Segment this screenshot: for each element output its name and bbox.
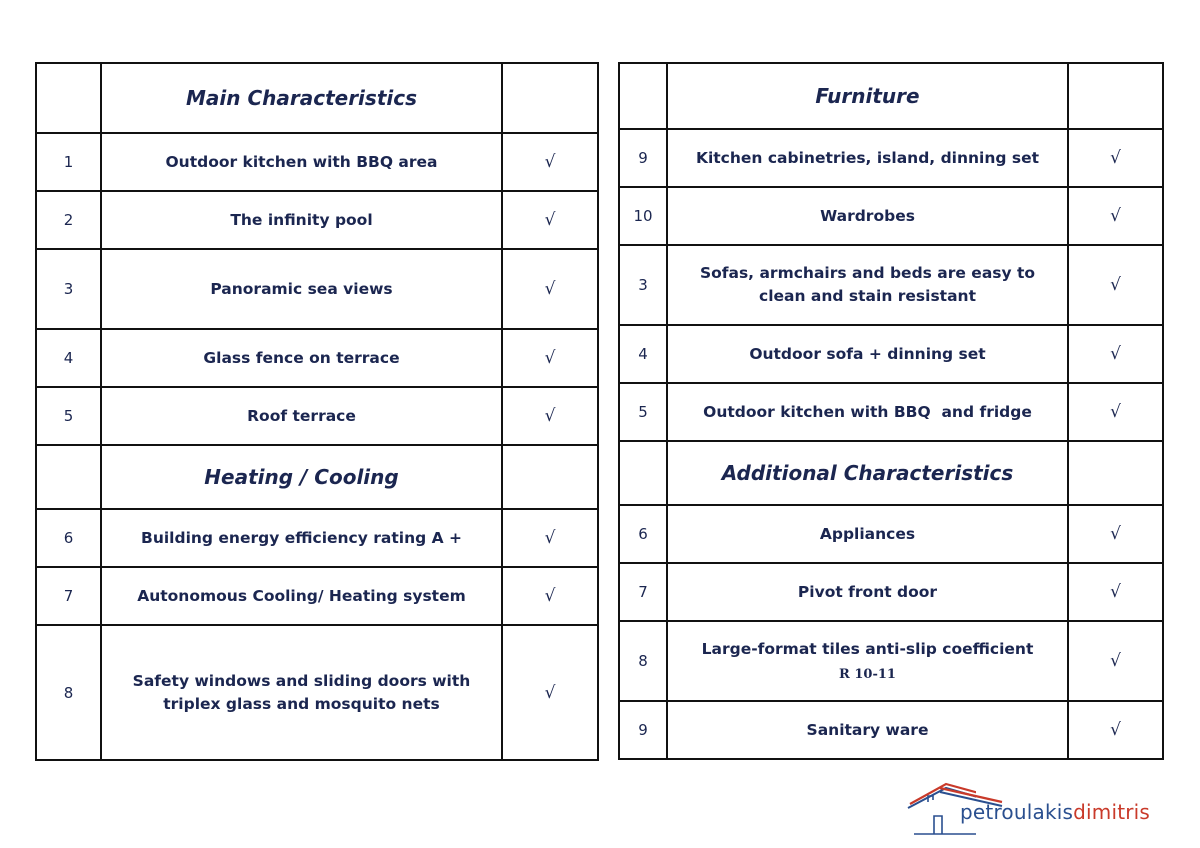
- check-mark: √: [1068, 325, 1163, 383]
- row-feature: [667, 621, 1068, 701]
- row-number: 8: [36, 625, 101, 760]
- table-row: [36, 133, 598, 191]
- table-row: [619, 505, 1163, 563]
- row-feature: Glass fence on terrace: [101, 329, 502, 387]
- section-header-row: [619, 63, 1163, 129]
- main-characteristics-table: [35, 62, 599, 761]
- row-number: 9: [619, 129, 667, 187]
- check-mark: √: [502, 133, 598, 191]
- row-number: 1: [36, 133, 101, 191]
- logo-word-dimitris: dimitris: [1073, 800, 1151, 824]
- row-feature: Wardrobes: [667, 187, 1068, 245]
- logo-word-petroulakis: petroulakis: [960, 800, 1074, 824]
- table-row: [36, 249, 598, 329]
- row-feature: Outdoor sofa + dinning set: [667, 325, 1068, 383]
- row-feature: Panoramic sea views: [101, 249, 502, 329]
- row-feature: Outdoor kitchen with BBQ area: [101, 133, 502, 191]
- empty-cell: [619, 441, 667, 505]
- section-header-row: [36, 445, 598, 509]
- table-row: [619, 621, 1163, 701]
- row-feature: Safety windows and sliding doors with triplex glass and mosquito nets: [101, 625, 502, 760]
- check-mark: √: [502, 387, 598, 445]
- check-mark: √: [1068, 383, 1163, 441]
- row-feature-subtext: R 10-11: [839, 666, 896, 682]
- row-number: 6: [619, 505, 667, 563]
- table-row: [619, 563, 1163, 621]
- check-mark: √: [502, 249, 598, 329]
- row-number: 9: [619, 701, 667, 759]
- empty-cell: [619, 63, 667, 129]
- table-row: [619, 325, 1163, 383]
- row-feature: Building energy efficiency rating A +: [101, 509, 502, 567]
- check-mark: √: [502, 191, 598, 249]
- check-mark: √: [1068, 187, 1163, 245]
- row-feature-text: Large-format tiles anti-slip coefficient: [701, 639, 1034, 658]
- row-number: 3: [619, 245, 667, 325]
- row-feature: Appliances: [667, 505, 1068, 563]
- section-title-main-characteristics: Main Characteristics: [101, 63, 502, 133]
- row-feature: Pivot front door: [667, 563, 1068, 621]
- row-number: 7: [619, 563, 667, 621]
- table-row: [36, 509, 598, 567]
- empty-cell: [502, 445, 598, 509]
- row-feature: Roof terrace: [101, 387, 502, 445]
- check-mark: √: [1068, 245, 1163, 325]
- check-mark: √: [1068, 621, 1163, 701]
- row-number: 6: [36, 509, 101, 567]
- row-number: 4: [619, 325, 667, 383]
- table-row: [36, 625, 598, 760]
- section-title-heating-cooling: Heating / Cooling: [101, 445, 502, 509]
- row-number: 10: [619, 187, 667, 245]
- row-feature: Sanitary ware: [667, 701, 1068, 759]
- row-feature: Kitchen cabinetries, island, dinning set: [667, 129, 1068, 187]
- row-number: 2: [36, 191, 101, 249]
- table-row: [619, 245, 1163, 325]
- check-mark: √: [502, 509, 598, 567]
- row-number: 3: [36, 249, 101, 329]
- check-mark: √: [1068, 505, 1163, 563]
- check-mark: √: [502, 567, 598, 625]
- table-row: [619, 383, 1163, 441]
- row-feature: Outdoor kitchen with BBQ and fridge: [667, 383, 1068, 441]
- section-title-furniture: Furniture: [667, 63, 1068, 129]
- row-number: 5: [619, 383, 667, 441]
- table-row: [619, 187, 1163, 245]
- check-mark: √: [502, 329, 598, 387]
- row-feature: Autonomous Cooling/ Heating system: [101, 567, 502, 625]
- row-feature: Sofas, armchairs and beds are easy to clean and stain resistant: [667, 245, 1068, 325]
- empty-cell: [36, 445, 101, 509]
- logo-wordmark: [960, 800, 1150, 824]
- check-mark: √: [502, 625, 598, 760]
- row-number: 4: [36, 329, 101, 387]
- empty-cell: [36, 63, 101, 133]
- table-row: [619, 701, 1163, 759]
- row-number: 7: [36, 567, 101, 625]
- check-mark: √: [1068, 563, 1163, 621]
- empty-cell: [502, 63, 598, 133]
- section-title-additional-characteristics: Additional Characteristics: [667, 441, 1068, 505]
- empty-cell: [1068, 441, 1163, 505]
- table-row: [36, 191, 598, 249]
- petroulakis-dimitris-logo: [906, 776, 1176, 836]
- check-mark: √: [1068, 701, 1163, 759]
- furniture-table: [618, 62, 1164, 760]
- check-mark: √: [1068, 129, 1163, 187]
- row-number: 5: [36, 387, 101, 445]
- empty-cell: [1068, 63, 1163, 129]
- row-feature: The infinity pool: [101, 191, 502, 249]
- table-row: [36, 567, 598, 625]
- table-row: [36, 329, 598, 387]
- section-header-row: [619, 441, 1163, 505]
- table-row: [36, 387, 598, 445]
- table-row: [619, 129, 1163, 187]
- section-header-row: [36, 63, 598, 133]
- row-number: 8: [619, 621, 667, 701]
